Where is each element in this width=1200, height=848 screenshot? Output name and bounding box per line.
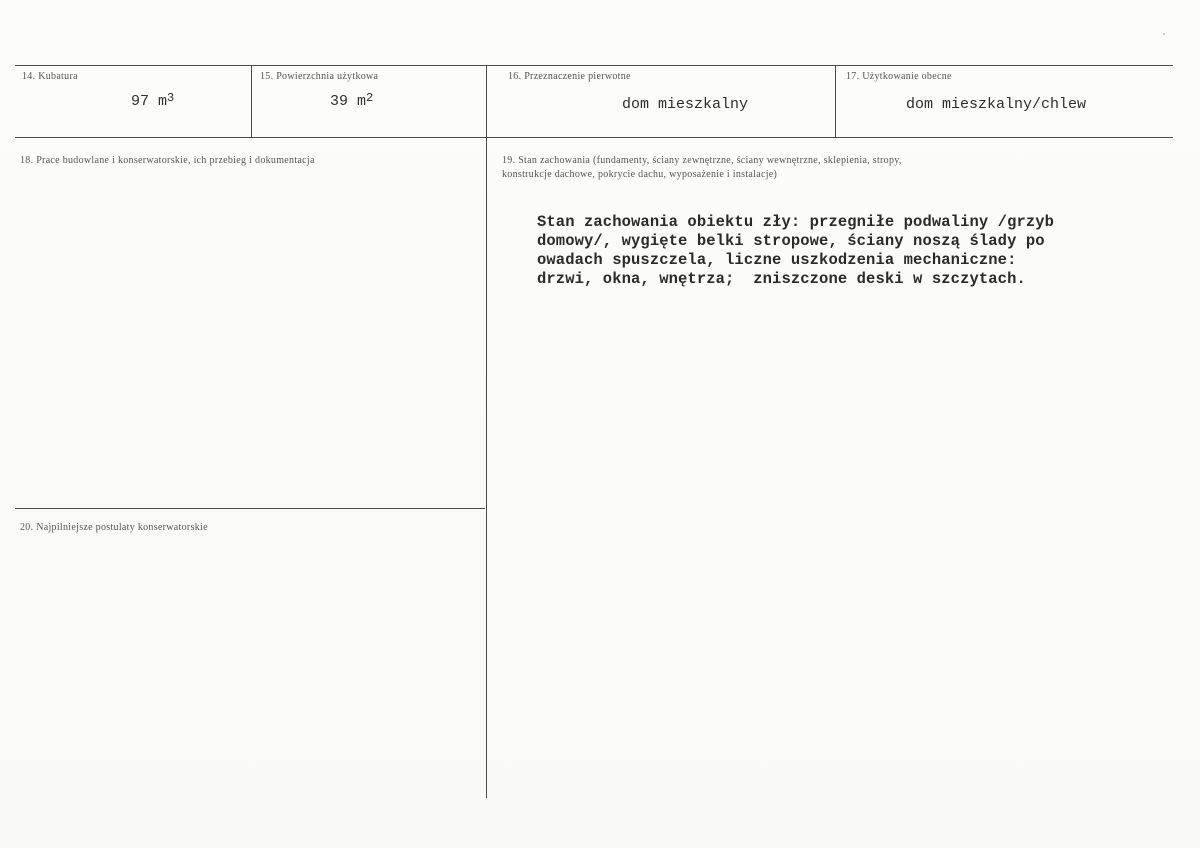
field-19-label-line2: konstrukcje dachowe, pokrycie dachu, wyposażenie i instalacje)	[502, 169, 778, 180]
field-19-text-line3: owadach spuszczela, liczne uszkodzenia mechaniczne:	[537, 251, 1017, 269]
col-divider-1	[251, 65, 252, 137]
field-16-value: dom mieszkalny	[622, 96, 749, 113]
field-19-text-line4: drzwi, okna, wnętrza; zniszczone deski w szczytach.	[537, 270, 1026, 288]
field-20-label: 20. Najpilniejsze postulaty konserwatorskie	[20, 522, 208, 533]
field-14-label: 14. Kubatura	[22, 71, 78, 82]
col-divider-2	[486, 65, 487, 798]
row1-bottom-border	[15, 137, 1173, 138]
paper-speck	[1163, 33, 1165, 35]
field-19-text-line1: Stan zachowania obiektu zły: przegniłe podwaliny /grzyb	[537, 213, 1055, 231]
field-18-label: 18. Prace budowlane i konserwatorskie, ich przebieg i dokumentacja	[20, 155, 315, 166]
field-15-value: 39 $m^2$	[330, 91, 374, 110]
top-border	[15, 65, 1173, 66]
col-divider-3	[835, 65, 836, 137]
field-14-value: 97 $m^3$	[131, 91, 175, 110]
field-16-label: 16. Przeznaczenie pierwotne	[508, 71, 631, 82]
field-17-label: 17. Użytkowanie obecne	[846, 71, 952, 82]
row2-divider	[15, 508, 485, 509]
field-17-value: dom mieszkalny/chlew	[906, 96, 1087, 113]
field-19-label-line1: 19. Stan zachowania (fundamenty, ściany zewnętrzne, ściany wewnętrzne, sklepienia, stropy,	[502, 155, 902, 166]
field-15-label: 15. Powierzchnia użytkowa	[260, 71, 379, 82]
field-19-text-line2: domowy/, wygięte belki stropowe, ściany noszą ślady po	[537, 232, 1045, 250]
